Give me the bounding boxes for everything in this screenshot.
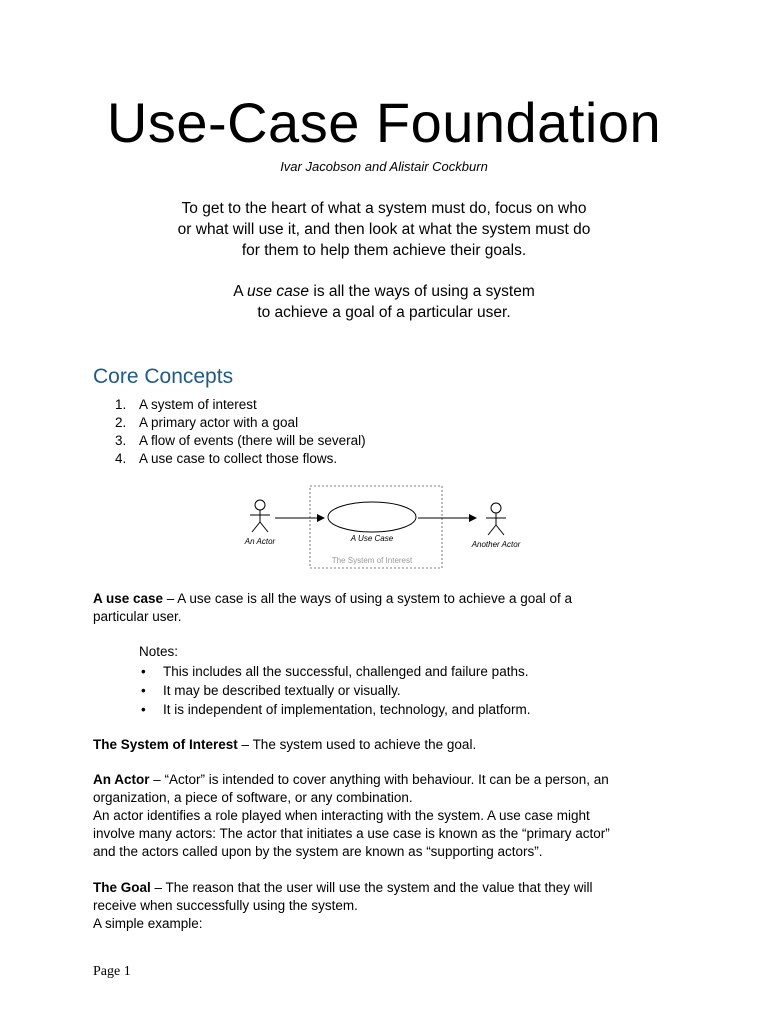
use-case-definition	[0, 281, 768, 323]
use-case-text-line: particular user.	[93, 609, 182, 624]
note-item: • It may be described textually or visually.	[139, 681, 530, 700]
system-text: – The system used to achieve the goal.	[237, 737, 477, 752]
goal-text-line: A simple example:	[93, 916, 203, 931]
list-text: A primary actor with a goal	[139, 415, 299, 430]
use-case-ellipse	[328, 502, 416, 532]
actor-text-line: and the actors called upon by the system are known as “supporting actors”.	[93, 844, 543, 859]
list-text: A use case to collect those flows.	[139, 451, 338, 466]
note-item: • This includes all the successful, challenged and failure paths.	[139, 662, 530, 681]
use-case-term: A use case	[93, 591, 164, 606]
intro-line: for them to help them achieve their goals.	[241, 242, 527, 259]
notes-label: Notes:	[139, 644, 179, 659]
use-case-paragraph	[93, 590, 693, 626]
core-concepts-heading: Core Concepts	[93, 365, 234, 388]
authors: Ivar Jacobson and Alistair Cockburn	[280, 159, 488, 174]
list-number: 3.	[115, 433, 127, 448]
system-label: The System of Interest	[331, 556, 413, 565]
intro-paragraph	[0, 198, 768, 261]
list-item	[93, 432, 366, 450]
use-case-text: – A use case is all the ways of using a system to achieve a goal of a	[163, 591, 573, 606]
list-item	[93, 414, 366, 432]
actor-text: – “Actor” is intended to cover anything with behaviour. It can be a person, an	[149, 772, 609, 787]
note-item: • It is independent of implementation, technology, and platform.	[139, 700, 530, 719]
definition-prefix: A	[233, 283, 248, 300]
use-case-diagram	[230, 480, 540, 575]
system-paragraph	[93, 736, 693, 754]
list-number: 4.	[115, 451, 127, 466]
actor-text-line: An actor identifies a role played when interacting with the system. A use case might	[93, 808, 590, 823]
goal-paragraph	[93, 879, 693, 933]
list-number: 2.	[115, 415, 127, 430]
list-text: A flow of events (there will be several)	[139, 433, 366, 448]
list-number: 1.	[115, 397, 127, 412]
system-term: The System of Interest	[93, 737, 238, 752]
other-actor-icon	[486, 503, 506, 535]
goal-text-line: receive when successfully using the system.	[93, 898, 358, 913]
actor-term: An Actor	[93, 772, 150, 787]
definition-term: use case	[247, 283, 310, 300]
other-actor-label: Another Actor	[471, 540, 521, 549]
definition-line: to achieve a goal of a particular user.	[257, 304, 511, 321]
actor-label: An Actor	[244, 537, 276, 546]
core-concepts-list	[93, 396, 366, 468]
definition-rest: is all the ways of using a system	[309, 283, 535, 300]
page-number: Page 1	[93, 964, 131, 979]
list-text: A system of interest	[139, 397, 257, 412]
actor-text-line: involve many actors: The actor that initiates a use case is known as the “primary actor”	[93, 826, 610, 841]
page-title: Use-Case Foundation	[106, 91, 662, 154]
notes-list	[139, 662, 530, 719]
actor-icon	[250, 500, 270, 532]
list-item	[93, 450, 366, 468]
goal-text: – The reason that the user will use the system and the value that they will	[150, 880, 593, 895]
use-case-label: A Use Case	[350, 534, 394, 543]
actor-paragraph	[93, 771, 693, 861]
goal-term: The Goal	[93, 880, 151, 895]
list-item	[93, 396, 366, 414]
intro-line: or what will use it, and then look at what the system must do	[177, 221, 591, 238]
actor-text-line: organization, a piece of software, or any combination.	[93, 790, 413, 805]
intro-line: To get to the heart of what a system must do, focus on who	[181, 200, 587, 217]
